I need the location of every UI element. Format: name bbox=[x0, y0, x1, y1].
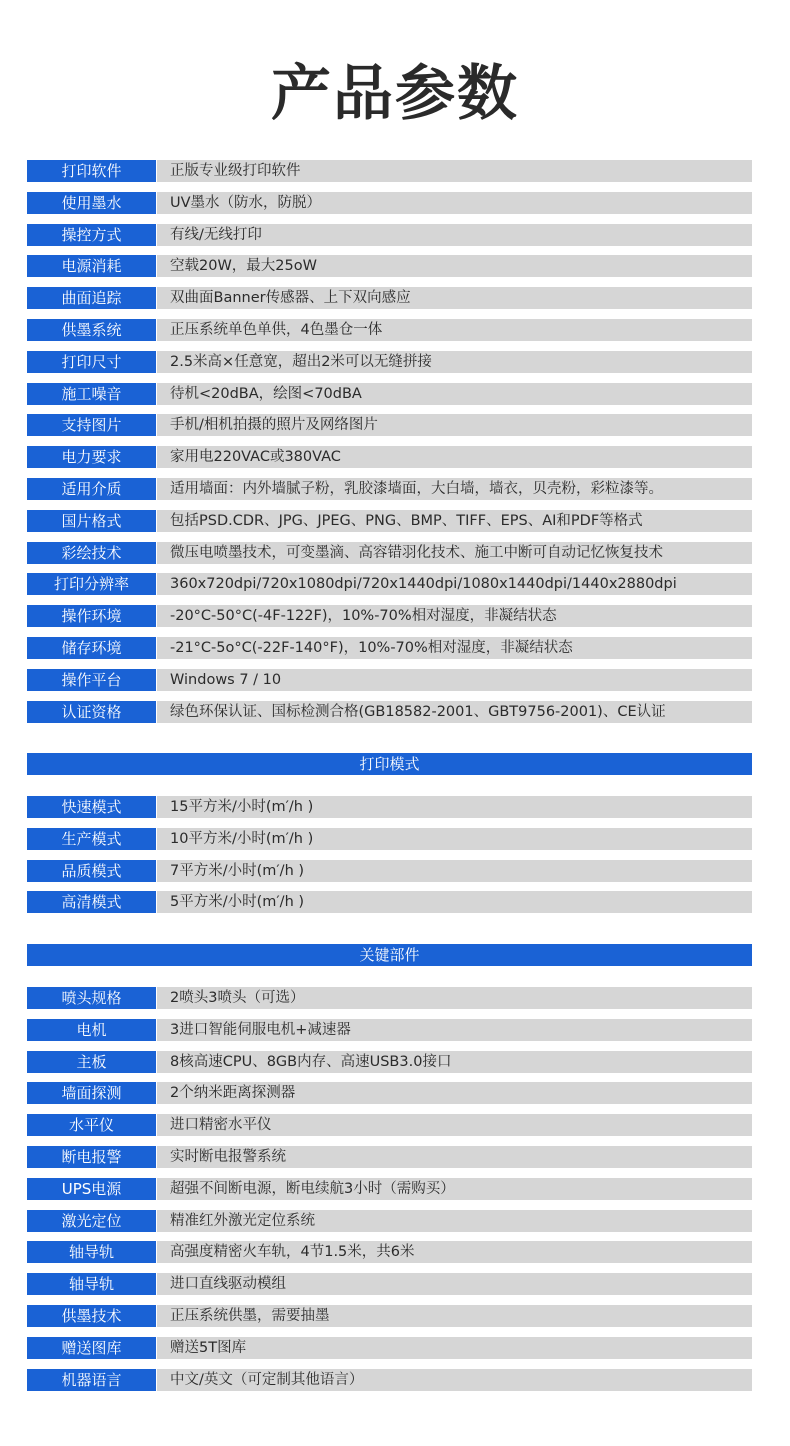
part-label: 供墨技术 bbox=[27, 1305, 156, 1327]
part-label: 喷头规格 bbox=[27, 987, 156, 1009]
part-label: 水平仪 bbox=[27, 1114, 156, 1136]
spec-label: 适用介质 bbox=[27, 478, 156, 500]
part-label: 轴导轨 bbox=[27, 1273, 156, 1295]
part-row-level bbox=[27, 1114, 752, 1136]
mode-row-quality bbox=[27, 860, 752, 882]
key-parts-table bbox=[27, 987, 752, 1400]
part-value: 实时断电报警系统 bbox=[157, 1146, 752, 1168]
part-value: 高强度精密火车轨，4节1.5米，共6米 bbox=[157, 1241, 752, 1263]
spec-row-ink-supply bbox=[27, 319, 752, 341]
part-row-rail-module bbox=[27, 1273, 752, 1295]
part-row-motor bbox=[27, 1019, 752, 1041]
spec-label: 曲面追踪 bbox=[27, 287, 156, 309]
part-label: 主板 bbox=[27, 1051, 156, 1073]
spec-value: UV墨水（防水，防脱） bbox=[157, 192, 752, 214]
part-value: 2个纳米距离探测器 bbox=[157, 1082, 752, 1104]
spec-label: 打印软件 bbox=[27, 160, 156, 182]
spec-label: 打印分辨率 bbox=[27, 573, 156, 595]
spec-value: Windows 7 / 10 bbox=[157, 669, 752, 691]
spec-table bbox=[27, 160, 752, 732]
part-label: 轴导轨 bbox=[27, 1241, 156, 1263]
mode-label: 品质模式 bbox=[27, 860, 156, 882]
spec-value: 正版专业级打印软件 bbox=[157, 160, 752, 182]
part-label: UPS电源 bbox=[27, 1178, 156, 1200]
section-header-key-parts: 关键部件 bbox=[27, 944, 752, 966]
spec-row-operating-env bbox=[27, 605, 752, 627]
part-row-ups bbox=[27, 1178, 752, 1200]
spec-value: 待机<20dBA，绘图<70dBA bbox=[157, 383, 752, 405]
spec-row-ink bbox=[27, 192, 752, 214]
section-header-print-modes: 打印模式 bbox=[27, 753, 752, 775]
part-row-language bbox=[27, 1369, 752, 1391]
spec-value: 微压电喷墨技术，可变墨滴、高容错羽化技术、施工中断可自动记忆恢复技术 bbox=[157, 542, 752, 564]
spec-row-image-support bbox=[27, 414, 752, 436]
spec-row-power-consumption bbox=[27, 255, 752, 277]
part-label: 电机 bbox=[27, 1019, 156, 1041]
spec-label: 操作环境 bbox=[27, 605, 156, 627]
mode-label: 快速模式 bbox=[27, 796, 156, 818]
spec-row-software bbox=[27, 160, 752, 182]
part-row-ink-tech bbox=[27, 1305, 752, 1327]
spec-value: 正压系统单色单供，4色墨仓一体 bbox=[157, 319, 752, 341]
spec-label: 使用墨水 bbox=[27, 192, 156, 214]
page-title: 产品参数 bbox=[271, 59, 519, 129]
part-value: 赠送5T图库 bbox=[157, 1337, 752, 1359]
part-row-gallery bbox=[27, 1337, 752, 1359]
part-value: 进口直线驱动模组 bbox=[157, 1273, 752, 1295]
mode-row-fast bbox=[27, 796, 752, 818]
part-label: 激光定位 bbox=[27, 1210, 156, 1232]
spec-row-image-format bbox=[27, 510, 752, 532]
spec-label: 供墨系统 bbox=[27, 319, 156, 341]
part-row-mainboard bbox=[27, 1051, 752, 1073]
spec-row-storage-env bbox=[27, 637, 752, 659]
spec-value: 双曲面Banner传感器、上下双向感应 bbox=[157, 287, 752, 309]
mode-value: 7平方米/小时(m′/h ) bbox=[157, 860, 752, 882]
spec-label: 操作平台 bbox=[27, 669, 156, 691]
spec-label: 国片格式 bbox=[27, 510, 156, 532]
print-mode-table bbox=[27, 796, 752, 923]
part-row-power-alarm bbox=[27, 1146, 752, 1168]
mode-row-production bbox=[27, 828, 752, 850]
spec-row-surface-tracking bbox=[27, 287, 752, 309]
spec-row-power-requirement bbox=[27, 446, 752, 468]
spec-label: 操控方式 bbox=[27, 224, 156, 246]
spec-value: 手机/相机拍摄的照片及网络图片 bbox=[157, 414, 752, 436]
spec-label: 认证资格 bbox=[27, 701, 156, 723]
spec-value: 家用电220VAC或380VAC bbox=[157, 446, 752, 468]
part-label: 机器语言 bbox=[27, 1369, 156, 1391]
mode-value: 5平方米/小时(m′/h ) bbox=[157, 891, 752, 913]
part-value: 2喷头3喷头（可选） bbox=[157, 987, 752, 1009]
part-value: 正压系统供墨，需要抽墨 bbox=[157, 1305, 752, 1327]
spec-row-print-size bbox=[27, 351, 752, 373]
part-value: 8核高速CPU、8GB内存、高速USB3.0接口 bbox=[157, 1051, 752, 1073]
mode-label: 生产模式 bbox=[27, 828, 156, 850]
mode-label: 高清模式 bbox=[27, 891, 156, 913]
spec-value: 有线/无线打印 bbox=[157, 224, 752, 246]
spec-row-resolution bbox=[27, 573, 752, 595]
part-value: 超强不间断电源，断电续航3小时（需购买） bbox=[157, 1178, 752, 1200]
part-value: 3进口智能伺服电机+减速器 bbox=[157, 1019, 752, 1041]
spec-row-certification bbox=[27, 701, 752, 723]
spec-label: 储存环境 bbox=[27, 637, 156, 659]
part-row-printhead bbox=[27, 987, 752, 1009]
spec-label: 支持图片 bbox=[27, 414, 156, 436]
spec-label: 电力要求 bbox=[27, 446, 156, 468]
spec-value: 2.5米高×任意宽，超出2米可以无缝拼接 bbox=[157, 351, 752, 373]
spec-value: -20°C-50°C(-4F-122F)，10%-70%相对湿度，非凝结状态 bbox=[157, 605, 752, 627]
spec-label: 电源消耗 bbox=[27, 255, 156, 277]
spec-row-noise bbox=[27, 383, 752, 405]
spec-row-control bbox=[27, 224, 752, 246]
part-row-rail bbox=[27, 1241, 752, 1263]
spec-value: 空载20W，最大25oW bbox=[157, 255, 752, 277]
spec-label: 打印尺寸 bbox=[27, 351, 156, 373]
spec-row-platform bbox=[27, 669, 752, 691]
part-row-wall-detection bbox=[27, 1082, 752, 1104]
mode-value: 10平方米/小时(m′/h ) bbox=[157, 828, 752, 850]
spec-value: 绿色环保认证、国标检测合格(GB18582-2001、GBT9756-2001)、CE认证 bbox=[157, 701, 752, 723]
spec-label: 彩绘技术 bbox=[27, 542, 156, 564]
part-value: 精准红外激光定位系统 bbox=[157, 1210, 752, 1232]
spec-value: -21°C-5o°C(-22F-140°F)，10%-70%相对湿度，非凝结状态 bbox=[157, 637, 752, 659]
part-row-laser bbox=[27, 1210, 752, 1232]
spec-row-media bbox=[27, 478, 752, 500]
spec-value: 适用墙面：内外墙腻子粉，乳胶漆墙面，大白墙，墙衣，贝壳粉，彩粒漆等。 bbox=[157, 478, 752, 500]
part-label: 断电报警 bbox=[27, 1146, 156, 1168]
mode-row-hd bbox=[27, 891, 752, 913]
mode-value: 15平方米/小时(m′/h ) bbox=[157, 796, 752, 818]
spec-label: 施工噪音 bbox=[27, 383, 156, 405]
part-value: 进口精密水平仪 bbox=[157, 1114, 752, 1136]
part-value: 中文/英文（可定制其他语言） bbox=[157, 1369, 752, 1391]
spec-value: 360x720dpi/720x1080dpi/720x1440dpi/1080x1440dpi/1440x2880dpi bbox=[157, 573, 752, 595]
part-label: 墙面探测 bbox=[27, 1082, 156, 1104]
spec-value: 包括PSD.CDR、JPG、JPEG、PNG、BMP、TIFF、EPS、AI和PDF等格式 bbox=[157, 510, 752, 532]
part-label: 赠送图库 bbox=[27, 1337, 156, 1359]
spec-row-painting-tech bbox=[27, 542, 752, 564]
